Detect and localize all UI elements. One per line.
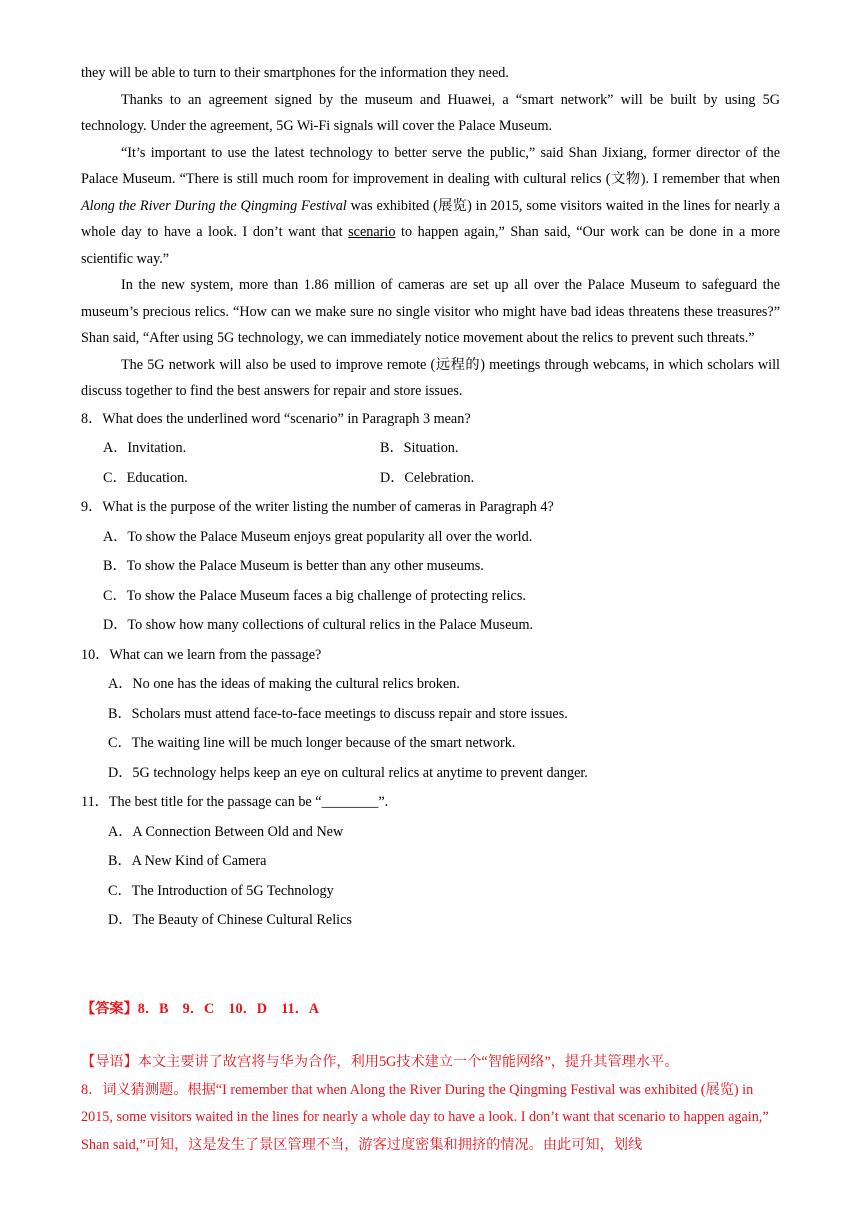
passage-section: [81, 60, 780, 936]
option-c: C．Education.: [103, 469, 188, 486]
option-b: B．Situation.: [380, 440, 459, 456]
option-a: A．No one has the ideas of making the cultural relics broken.: [108, 676, 460, 692]
explanation-question-8: 8．词义猜测题。根据“I remember that when Along the River During the Qingming Festival was exhibited (展览) in 2015, some visitors waited in the lines for nearly a whole day to have a look. I don’t want that scenario to happen again,” Shan said,”可知，这是发生了景区管理不当，游客过度密集和拥挤的情况。由此可知，划线: [81, 1081, 769, 1153]
option-d: D．The Beauty of Chinese Cultural Relics: [108, 912, 352, 928]
painting-title: Along the River During the Qingming Festival: [81, 197, 347, 214]
passage-paragraph-3: In the new system, more than 1.86 million of cameras are set up all over the Palace Museum to safeguard the museum’s precious relics. “How can we make sure no single visitor who might have bad ideas threatens these treasures?” Shan said, “After using 5G technology, we can immediately notice movement about the relics to prevent such threats.”: [81, 277, 780, 346]
explanation-section: [81, 1049, 785, 1159]
answer-key: 【答案】8．B 9．C 10．D 11．A: [81, 1001, 320, 1017]
option-row: [81, 464, 780, 494]
option-b: B．A New Kind of Camera: [108, 853, 267, 869]
option-c: C．The Introduction of 5G Technology: [108, 882, 334, 899]
passage-paragraph-2: [81, 140, 780, 273]
option-d: D．Celebration.: [380, 469, 475, 486]
option-row: [81, 434, 780, 464]
guide-intro: 【导语】本文主要讲了故宫将与华为合作，利用5G技术建立一个“智能网络”，提升其管理水平。: [81, 1054, 679, 1070]
option-a: A．Invitation.: [103, 440, 187, 456]
question-stem: 9．What is the purpose of the writer listing the number of cameras in Paragraph 4?: [81, 499, 554, 515]
passage-paragraph-4: The 5G network will also be used to improve remote (远程的) meetings through webcams, in which scholars will discuss together to find the best answers for repair and store issues.: [81, 356, 780, 399]
passage-paragraph-0: they will be able to turn to their smartphones for the information they need.: [81, 65, 509, 81]
option-b: B．To show the Palace Museum is better than any other museums.: [103, 558, 484, 574]
paragraph-2-part-a: “It’s important to use the latest technology to better serve the public,” said Shan Jixiang, former director of the Palace Museum. “There is still much room for improvement in dealing with cultural relics (文物). I remember that when: [81, 144, 780, 187]
option-a: A．To show the Palace Museum enjoys great popularity all over the world.: [103, 528, 533, 545]
question-stem: 8．What does the underlined word “scenario” in Paragraph 3 mean?: [81, 410, 471, 427]
passage-paragraph-1: Thanks to an agreement signed by the museum and Huawei, a “smart network” will be built by using 5G technology. Under the agreement, 5G Wi-Fi signals will cover the Palace Museum.: [81, 91, 780, 134]
question-10: [81, 641, 780, 789]
option-d: D．To show how many collections of cultural relics in the Palace Museum.: [103, 617, 534, 633]
question-stem: 10．What can we learn from the passage?: [81, 646, 322, 663]
option-d: D．5G technology helps keep an eye on cultural relics at anytime to prevent danger.: [108, 764, 588, 781]
option-b: B．Scholars must attend face-to-face meetings to discuss repair and store issues.: [108, 705, 568, 722]
question-stem: 11．The best title for the passage can be “________”.: [81, 794, 389, 810]
question-9: [81, 493, 780, 641]
question-8: [81, 405, 780, 494]
underlined-word-scenario: scenario: [348, 224, 396, 240]
question-11: [81, 788, 780, 936]
paragraph-2-part-c: to happen again,” Shan said, “Our work can be done in a more scientific way.”: [81, 224, 780, 267]
option-c: C．The waiting line will be much longer because of the smart network.: [108, 735, 516, 751]
option-a: A．A Connection Between Old and New: [108, 823, 344, 840]
option-c: C．To show the Palace Museum faces a big challenge of protecting relics.: [103, 587, 526, 604]
paragraph-2-part-b: was exhibited (展览) in 2015, some visitors waited in the lines for nearly a whole day to have a look. I don’t want that: [81, 197, 780, 240]
